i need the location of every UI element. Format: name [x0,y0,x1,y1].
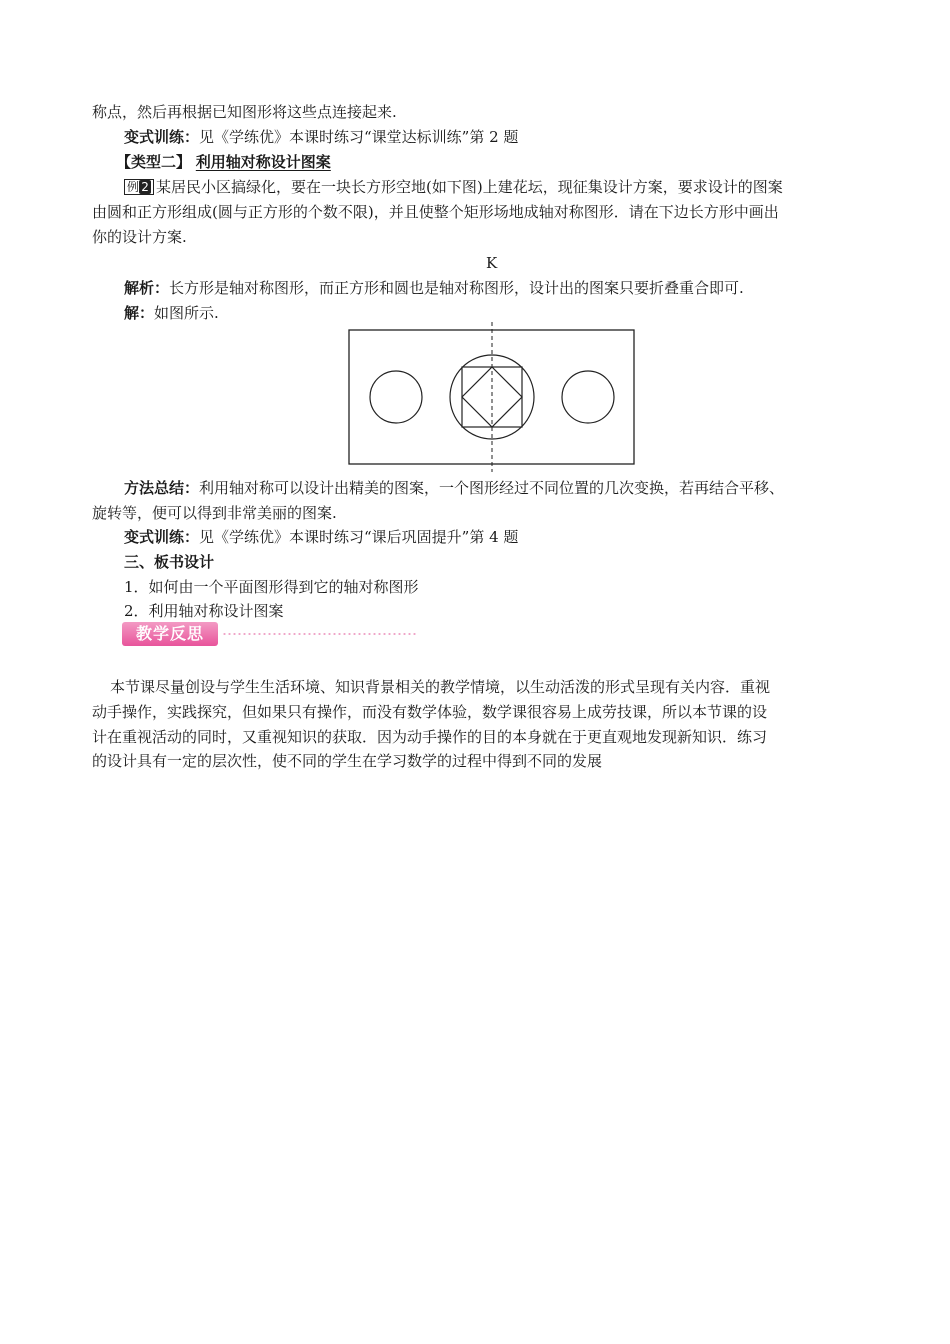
variant-training-label: 变式训练： [124,128,200,146]
method-summary-line-1 [124,478,784,498]
variant-training-text: 见《学练优》本课时练习“课堂达标训练”第 2 题 [199,128,519,146]
board-item-1: 1．如何由一个平面图形得到它的轴对称图形 [124,578,419,596]
text-line-continuation: 称点，然后再根据已知图形将这些点连接起来. [92,103,397,121]
reflection-line-3: 计在重视活动的同时，又重视知识的获取．因为动手操作的目的本身就在于更直观地发现新知识．练习 [92,728,768,746]
reflection-banner [122,622,418,646]
analysis-line [124,278,744,298]
method-summary-line-2: 旋转等，便可以得到非常美丽的图案. [92,504,337,522]
center-diamond [462,367,522,427]
reflection-line-1: 本节课尽量创设与学生生活环境、知识背景相关的教学情境，以生动活泼的形式呈现有关内容．重视 [110,678,771,696]
variant-training-2 [124,527,518,547]
variant-training-1 [124,127,518,147]
example-line-1 [124,177,783,197]
example-line-2: 由圆和正方形组成(圆与正方形的个数不限)，并且使整个矩形场地成轴对称图形．请在下边长方形中画出 [92,203,779,221]
example-line-3: 你的设计方案. [92,228,187,246]
variant-training-2-text: 见《学练优》本课时练习“课后巩固提升”第 4 题 [199,528,519,546]
solution-text: 如图所示. [154,304,219,322]
right-circle [562,371,614,423]
example-badge-text: 例 [127,180,140,194]
type-two-title: 利用轴对称设计图案 [195,153,331,171]
variant-training-2-label: 变式训练： [124,528,200,546]
analysis-label: 解析： [124,279,170,297]
example-badge-number: 2 [139,180,151,194]
solution-line [124,303,219,323]
type-two-heading [116,152,331,172]
analysis-text: 长方形是轴对称图形，而正方形和圆也是轴对称图形，设计出的图案只要折叠重合即可. [169,279,744,297]
left-circle [370,371,422,423]
reflection-banner-label: 教学反思 [122,622,218,646]
board-design-heading: 三、板书设计 [124,553,215,571]
example-text-1: 某居民小区搞绿化，要在一块长方形空地(如下图)上建花坛，现征集设计方案，要求设计的图案 [156,178,783,196]
reflection-line-2: 动手操作，实践探究，但如果只有操作，而没有数学体验，数学课很容易上成劳技课，所以本节课的设 [92,703,768,721]
board-item-2: 2．利用轴对称设计图案 [124,602,284,620]
figure-marker-k: K [486,254,498,272]
reflection-banner-dots [222,633,418,635]
method-summary-text-1: 利用轴对称可以设计出精美的图案，一个图形经过不同位置的几次变换，若再结合平移、 [199,479,785,497]
type-two-bracket: 【类型二】 [116,153,192,171]
center-square [462,367,522,427]
design-figure [347,322,637,474]
reflection-line-4: 的设计具有一定的层次性，使不同的学生在学习数学的过程中得到不同的发展 [92,752,603,770]
example-badge [124,179,154,195]
method-summary-label: 方法总结： [124,479,200,497]
solution-label: 解： [124,304,155,322]
